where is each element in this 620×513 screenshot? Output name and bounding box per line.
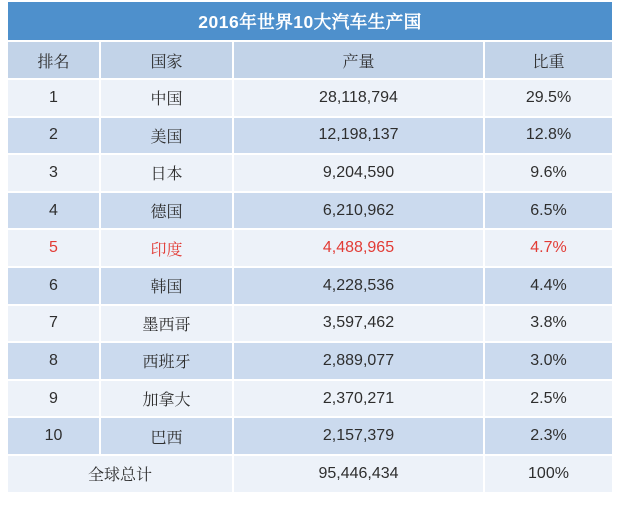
share-cell: 3.0%	[485, 343, 612, 379]
rank-cell: 1	[8, 80, 99, 116]
rank-cell: 7	[8, 306, 99, 342]
table-row	[8, 268, 612, 304]
share-cell: 12.8%	[485, 118, 612, 154]
share-cell: 2.3%	[485, 418, 612, 454]
production-cell: 6,210,962	[234, 193, 483, 229]
share-cell: 4.7%	[485, 230, 612, 266]
table-row	[8, 343, 612, 379]
country-cell: 墨西哥	[101, 306, 232, 342]
production-cell: 2,157,379	[234, 418, 483, 454]
production-cell: 3,597,462	[234, 306, 483, 342]
header-cell-country: 国家	[101, 42, 232, 78]
production-cell: 4,488,965	[234, 230, 483, 266]
country-cell: 巴西	[101, 418, 232, 454]
table-row	[8, 80, 612, 116]
total-share-cell: 100%	[485, 456, 612, 492]
rank-cell: 3	[8, 155, 99, 191]
country-cell: 日本	[101, 155, 232, 191]
country-cell: 德国	[101, 193, 232, 229]
country-cell: 韩国	[101, 268, 232, 304]
production-cell: 28,118,794	[234, 80, 483, 116]
table-row	[8, 306, 612, 342]
rank-cell: 10	[8, 418, 99, 454]
table-row	[8, 155, 612, 191]
table-row-highlighted	[8, 230, 612, 266]
share-cell: 9.6%	[485, 155, 612, 191]
header-cell-production: 产量	[234, 42, 483, 78]
production-cell: 4,228,536	[234, 268, 483, 304]
total-production-cell: 95,446,434	[234, 456, 483, 492]
rank-cell: 9	[8, 381, 99, 417]
table-row	[8, 381, 612, 417]
table-row	[8, 418, 612, 454]
share-cell: 3.8%	[485, 306, 612, 342]
top10-car-producers-table	[8, 2, 612, 492]
production-cell: 12,198,137	[234, 118, 483, 154]
production-cell: 2,370,271	[234, 381, 483, 417]
production-cell: 2,889,077	[234, 343, 483, 379]
share-cell: 2.5%	[485, 381, 612, 417]
country-cell: 中国	[101, 80, 232, 116]
header-row	[8, 42, 612, 78]
rank-cell: 6	[8, 268, 99, 304]
header-cell-share: 比重	[485, 42, 612, 78]
table-row	[8, 193, 612, 229]
country-cell: 加拿大	[101, 381, 232, 417]
production-cell: 9,204,590	[234, 155, 483, 191]
share-cell: 6.5%	[485, 193, 612, 229]
header-cell-rank: 排名	[8, 42, 99, 78]
country-cell: 西班牙	[101, 343, 232, 379]
rank-cell: 8	[8, 343, 99, 379]
country-cell: 美国	[101, 118, 232, 154]
country-cell: 印度	[101, 230, 232, 266]
total-row	[8, 456, 612, 492]
total-label-cell: 全球总计	[8, 456, 232, 492]
share-cell: 29.5%	[485, 80, 612, 116]
share-cell: 4.4%	[485, 268, 612, 304]
rank-cell: 2	[8, 118, 99, 154]
rank-cell: 5	[8, 230, 99, 266]
rank-cell: 4	[8, 193, 99, 229]
table-title: 2016年世界10大汽车生产国	[8, 2, 612, 40]
table-row	[8, 118, 612, 154]
